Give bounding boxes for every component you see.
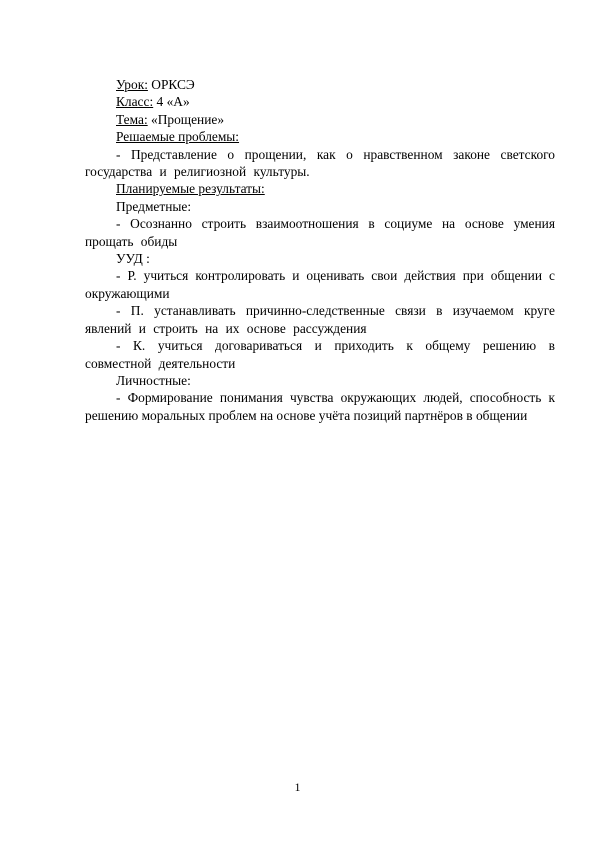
results-heading: [85, 180, 555, 197]
personal-heading: Личностные:: [116, 372, 191, 388]
personal-text: - Формирование понимания чувства окружающих людей, способность к решению моральных проблем на основе учёта позиций партнёров в общении: [85, 390, 555, 423]
topic-label: Тема:: [116, 111, 148, 127]
topic-value: «Прощение»: [151, 111, 225, 127]
subject-heading: Предметные:: [116, 198, 192, 214]
page-number: 1: [294, 780, 301, 794]
problems-heading-text: Решаемые проблемы:: [116, 129, 240, 145]
uud-item-p: - П. устанавливать причинно-следственные связи в изучаемом круге явлений и строить на их основе рассуждения: [85, 303, 555, 336]
uud-item-k: - К. учиться договариваться и приходить к общему решению в совместной деятельности: [85, 338, 555, 371]
uud-item-r: - Р. учиться контролировать и оценивать свои действия при общении с окружающими: [85, 268, 555, 301]
problems-heading: [85, 128, 555, 145]
lesson-label: Урок:: [116, 77, 148, 92]
lesson-value: ОРКСЭ: [151, 77, 195, 92]
topic-line: [85, 111, 555, 128]
class-label: Класс:: [116, 94, 154, 110]
lesson-plan: [85, 76, 555, 424]
results-heading-text: Планируемые результаты:: [116, 181, 265, 197]
problems-text: - Представление о прощении, как о нравственном законе светского государства и религиозной культуры.: [85, 146, 555, 180]
uud-heading: УУД :: [116, 251, 150, 267]
class-line: [85, 93, 555, 110]
class-value: 4 «А»: [156, 94, 190, 110]
lesson-line: [85, 76, 555, 93]
subject-text: - Осознанно строить взаимоотношения в социуме на основе умения прощать обиды: [85, 216, 555, 249]
